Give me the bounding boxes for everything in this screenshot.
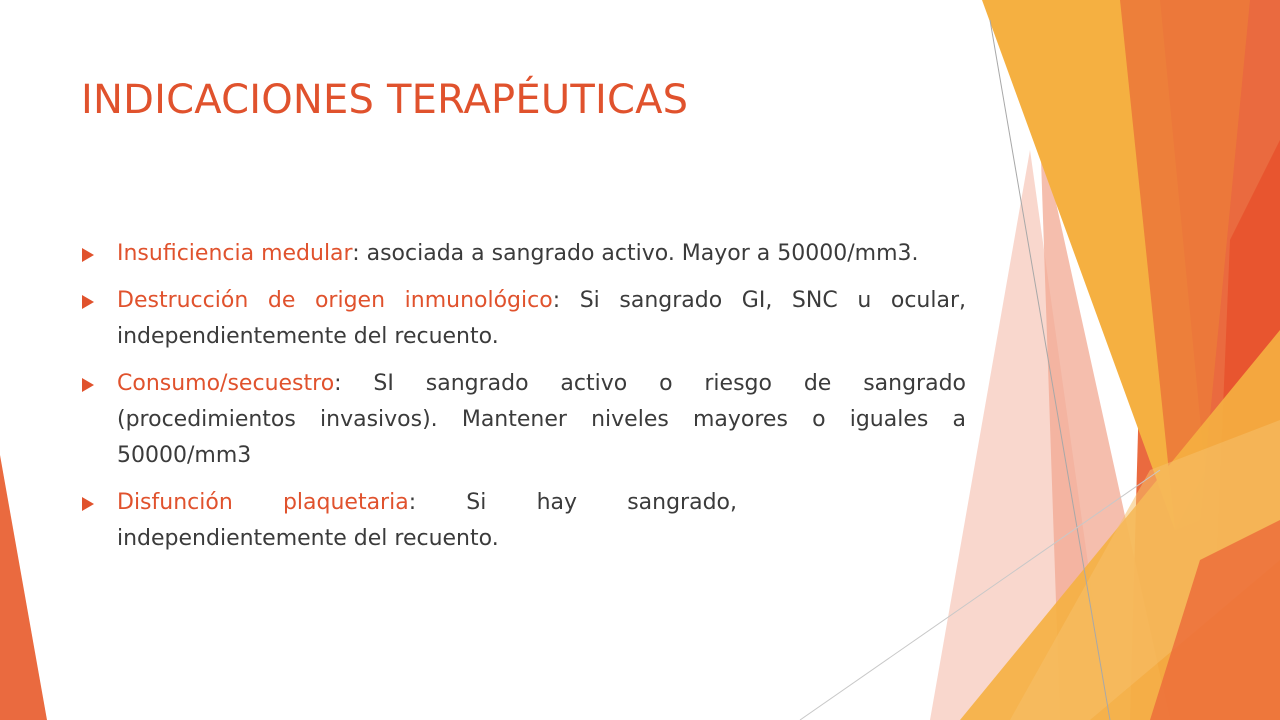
bullet-term: Consumo/secuestro	[117, 371, 335, 396]
bullet-term: Insuficiencia medular	[117, 241, 353, 266]
bullet-text: : Si hay sangrado, independientemente del recuento.	[117, 490, 737, 551]
slide-title: INDICACIONES TERAPÉUTICAS	[81, 77, 689, 123]
arrow-bullet-icon	[82, 295, 94, 309]
bullet-text: : asociada a sangrado activo. Mayor a 50000/mm3.	[352, 241, 919, 266]
bullet-item	[82, 283, 966, 355]
arrow-bullet-icon	[82, 248, 94, 262]
bullet-text: : Si sangrado GI, SNC u ocular, independientemente del recuento.	[117, 288, 967, 349]
bullet-text: : SI sangrado activo o riesgo de sangrado (procedimientos invasivos). Mantener niveles mayores o iguales a 50000/mm3	[117, 371, 966, 468]
arrow-bullet-icon	[82, 497, 94, 511]
bullet-item	[82, 485, 737, 557]
bullet-term: Destrucción de origen inmunológico	[117, 288, 553, 313]
bullet-item	[82, 236, 966, 272]
bullet-list	[82, 236, 966, 568]
bullet-item	[82, 366, 966, 474]
bullet-term: Disfunción plaquetaria	[117, 490, 409, 515]
left-accent-shape	[0, 455, 47, 720]
arrow-bullet-icon	[82, 378, 94, 392]
